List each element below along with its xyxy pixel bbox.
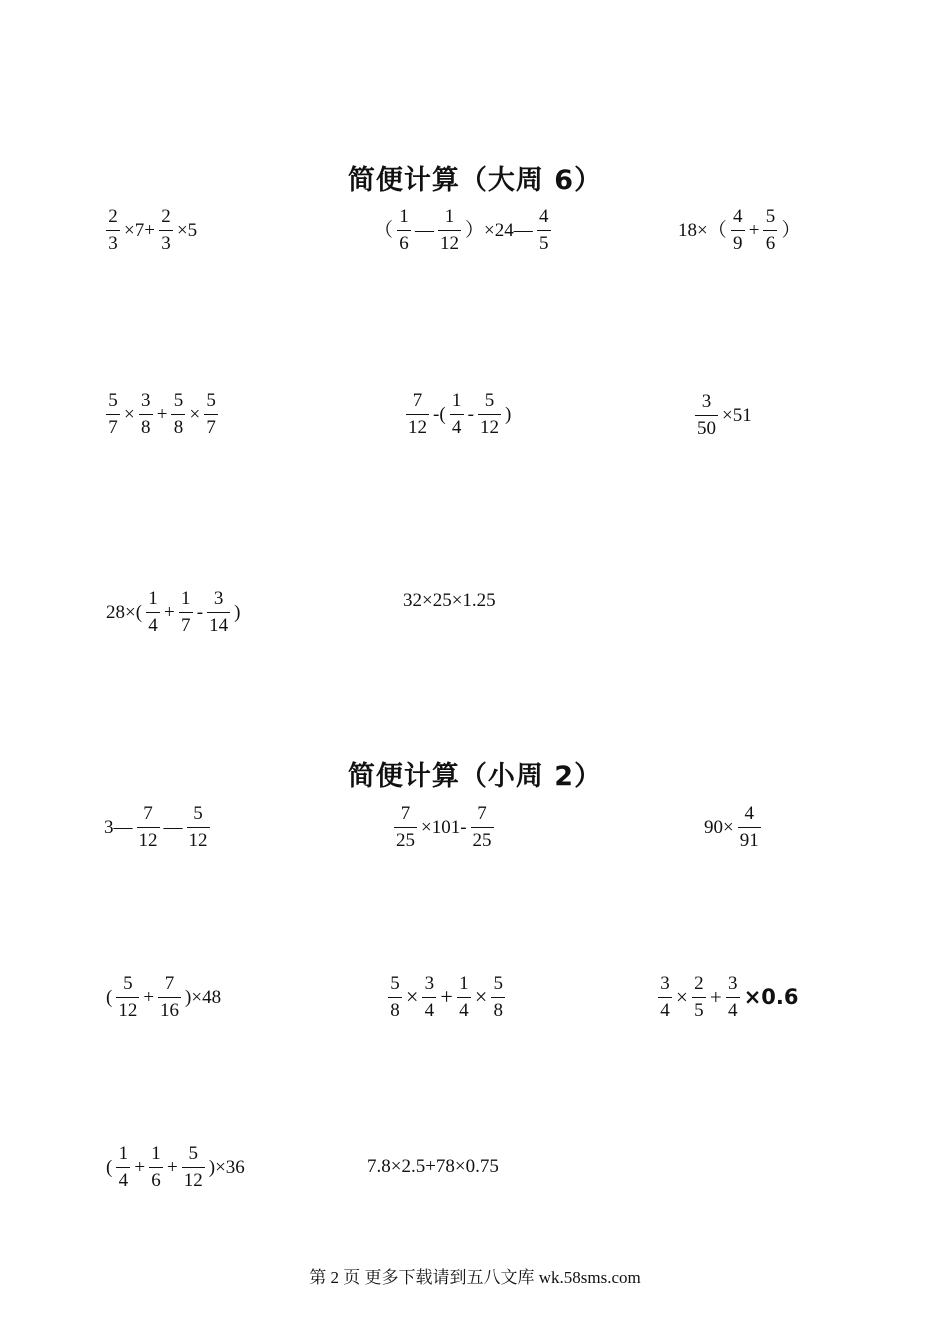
fraction: $\frac{5}{12}$ [183, 1143, 203, 1191]
fraction: $\frac{3}{4}$ [726, 973, 740, 1022]
fraction: $\frac{5}{7}$ [204, 390, 218, 439]
fraction: $\frac{7}{12}$ [408, 390, 427, 438]
fraction: $\frac{2}{3}$ [106, 206, 120, 255]
problem-1-3: 18×（ $\frac{4}{9}$ + $\frac{5}{6}$ ） [678, 206, 801, 254]
problem-2-4: ( $\frac{5}{12}$ + $\frac{7}{16}$ )×48 [106, 973, 222, 1021]
fraction: $\frac{3}{4}$ [422, 973, 436, 1022]
problem-1-5: $\frac{7}{12}$ -( $\frac{1}{4}$ - $\frac{5}{12}$ ) [408, 390, 512, 438]
fraction: $\frac{5}{7}$ [106, 390, 120, 439]
fraction: $\frac{2}{3}$ [159, 206, 173, 255]
fraction: $\frac{5}{8}$ [491, 973, 505, 1022]
problem-1-8: 32×25×1.25 [403, 590, 496, 611]
problem-2-2: $\frac{7}{25}$ ×101- $\frac{7}{25}$ [396, 803, 492, 851]
fraction: $\frac{3}{8}$ [139, 390, 153, 439]
problem-2-1: 3— $\frac{7}{12}$ — $\frac{5}{12}$ [104, 803, 208, 851]
fraction: $\frac{1}{4}$ [450, 390, 464, 439]
fraction: $\frac{4}{5}$ [537, 206, 551, 255]
fraction: $\frac{5}{6}$ [763, 206, 777, 255]
fraction: $\frac{3}{14}$ [209, 588, 229, 636]
fraction: $\frac{5}{12}$ [188, 803, 208, 851]
problem-2-7: ( $\frac{1}{4}$ + $\frac{1}{6}$ + $\frac{5}{12}$ )×36 [106, 1143, 245, 1191]
page-footer: 第 2 页 更多下载请到五八文库 wk.58sms.com [309, 1268, 641, 1287]
fraction: $\frac{5}{12}$ [479, 390, 499, 438]
problem-1-4: $\frac{5}{7}$ × $\frac{3}{8}$ + $\frac{5}{8}$ × $\frac{5}{7}$ [104, 390, 220, 439]
problem-2-8: 7.8×2.5+78×0.75 [367, 1156, 499, 1177]
fraction: $\frac{3}{50}$ [697, 391, 716, 439]
fraction: $\frac{7}{16}$ [160, 973, 180, 1021]
fraction: $\frac{2}{5}$ [692, 973, 706, 1022]
fraction: $\frac{4}{9}$ [731, 206, 745, 255]
problem-2-6: $\frac{3}{4}$ × $\frac{2}{5}$ + $\frac{3}{4}$ ×0.6 [656, 973, 800, 1022]
problem-1-1: $\frac{2}{3}$ ×7+ $\frac{2}{3}$ ×5 [104, 206, 199, 255]
fraction: $\frac{5}{8}$ [171, 390, 185, 439]
fraction: $\frac{1}{4}$ [116, 1143, 130, 1192]
section-title-1: 简便计算（大周 6） [347, 165, 603, 196]
fraction: $\frac{3}{4}$ [658, 973, 672, 1022]
fraction: $\frac{4}{91}$ [739, 803, 759, 851]
fraction: $\frac{1}{12}$ [440, 206, 460, 254]
section-title-2: 简便计算（小周 2） [347, 761, 603, 792]
fraction: $\frac{1}{7}$ [179, 588, 193, 637]
fraction: $\frac{1}{6}$ [397, 206, 411, 255]
problem-1-6: $\frac{3}{50}$ ×51 [697, 391, 752, 439]
problem-2-5: $\frac{5}{8}$ × $\frac{3}{4}$ + $\frac{1}{4}$ × $\frac{5}{8}$ [386, 973, 507, 1022]
fraction: $\frac{1}{4}$ [146, 588, 160, 637]
fraction: $\frac{5}{12}$ [118, 973, 138, 1021]
problem-2-3: 90× $\frac{4}{91}$ [704, 803, 759, 851]
fraction: $\frac{1}{4}$ [457, 973, 471, 1022]
fraction: $\frac{7}{25}$ [396, 803, 415, 851]
problem-1-2: （ $\frac{1}{6}$ — $\frac{1}{12}$ ）×24— $\frac{4}{5}$ [372, 206, 553, 255]
problem-1-7: 28×( $\frac{1}{4}$ + $\frac{1}{7}$ - $\frac{3}{14}$ ) [106, 588, 241, 636]
fraction: $\frac{7}{25}$ [472, 803, 492, 851]
fraction: $\frac{7}{12}$ [138, 803, 158, 851]
fraction: $\frac{5}{8}$ [388, 973, 402, 1022]
fraction: $\frac{1}{6}$ [149, 1143, 163, 1192]
